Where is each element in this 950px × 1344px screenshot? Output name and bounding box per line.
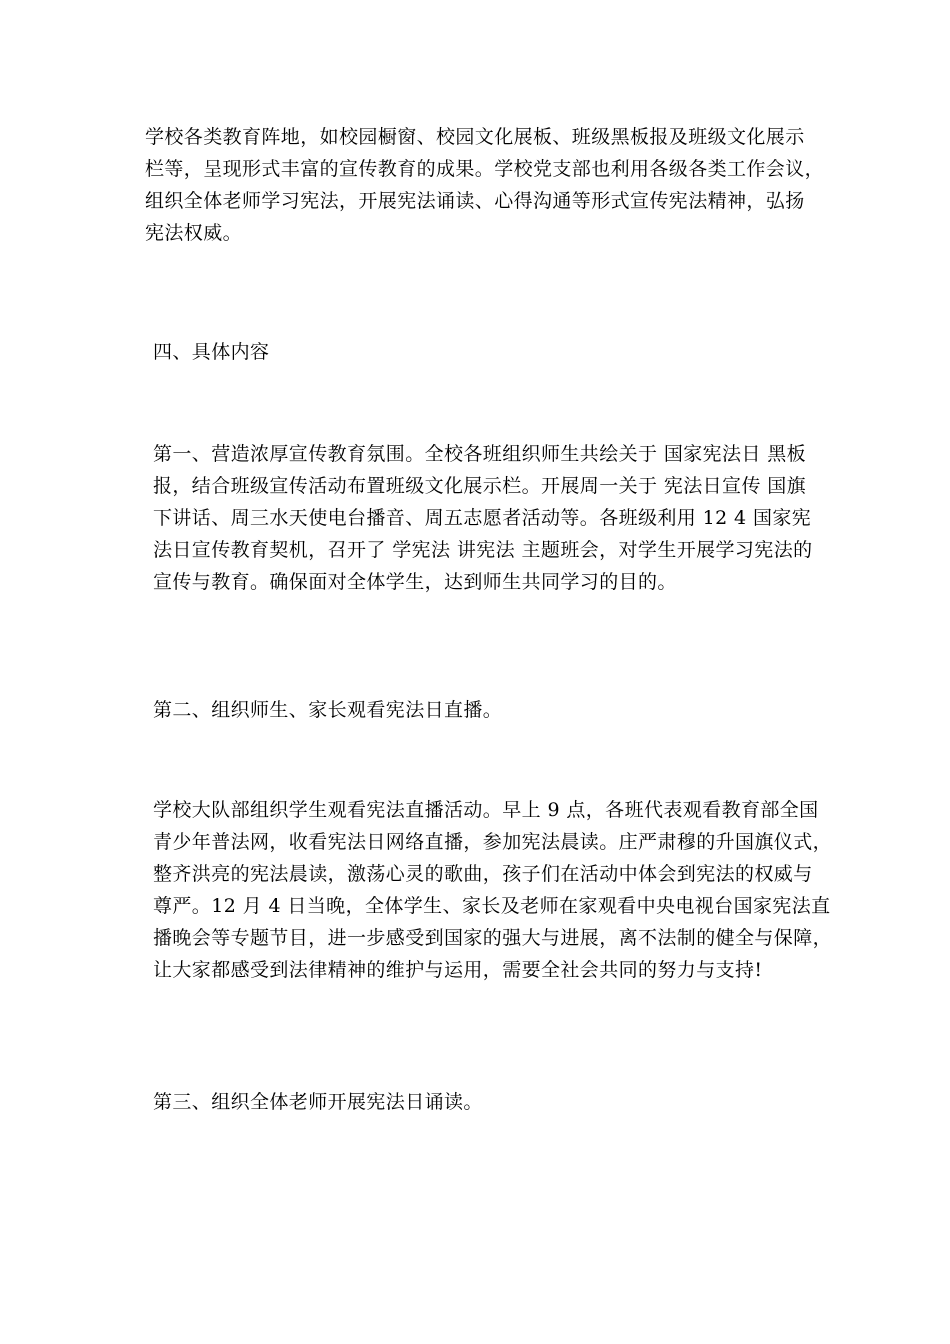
text-line: 播晚会等专题节目，进一步感受到国家的强大与进展，离不法制的健全与保障，: [153, 927, 833, 949]
section-heading-text: 四、具体内容: [153, 341, 270, 363]
text-line: 组织全体老师学习宪法，开展宪法诵读、心得沟通等形式宣传宪法精神，弘扬: [145, 190, 805, 212]
item-two-paragraph: [145, 794, 833, 986]
text-line: 整齐洪亮的宪法晨读，激荡心灵的歌曲，孩子们在活动中体会到宪法的权威与: [153, 863, 813, 885]
item-two-heading: [145, 694, 818, 726]
text-line: 青少年普法网，收看宪法日网络直播，参加宪法晨读。庄严肃穆的升国旗仪式，: [153, 831, 833, 853]
text-line: 学校各类教育阵地，如校园橱窗、校园文化展板、班级黑板报及班级文化展示: [145, 126, 805, 148]
item-three-heading-text: 第三、组织全体老师开展宪法日诵读。: [153, 1091, 483, 1113]
text-line: 宪法权威。: [145, 222, 243, 244]
text-line: 尊严。12 月 4 日当晚，全体学生、家长及老师在家观看中央电视台国家宪法直: [153, 895, 831, 917]
text-line: 报，结合班级宣传活动布置班级文化展示栏。开展周一关于 宪法日宣传 国旗: [153, 475, 807, 497]
text-line: 宣传与教育。确保面对全体学生，达到师生共同学习的目的。: [153, 571, 677, 593]
intro-paragraph: [145, 121, 825, 249]
text-line: 下讲话、周三水天使电台播音、周五志愿者活动等。各班级利用 12 4 国家宪: [153, 507, 812, 529]
text-line: 学校大队部组织学生观看宪法直播活动。早上 9 点，各班代表观看教育部全国: [153, 799, 819, 821]
item-three-heading: [145, 1086, 818, 1118]
item-two-heading-text: 第二、组织师生、家长观看宪法日直播。: [153, 699, 503, 721]
section-heading: [145, 336, 818, 368]
text-line: 法日宣传教育契机，召开了 学宪法 讲宪法 主题班会，对学生开展学习宪法的: [153, 539, 813, 561]
text-line: 第一、营造浓厚宣传教育氛围。全校各班组织师生共绘关于 国家宪法日 黑板: [153, 443, 807, 465]
item-one-paragraph: [145, 438, 818, 598]
text-line: 栏等，呈现形式丰富的宣传教育的成果。学校党支部也利用各级各类工作会议，: [145, 158, 825, 180]
text-line: 让大家都感受到法律精神的维护与运用，需要全社会共同的努力与支持!: [153, 959, 763, 981]
